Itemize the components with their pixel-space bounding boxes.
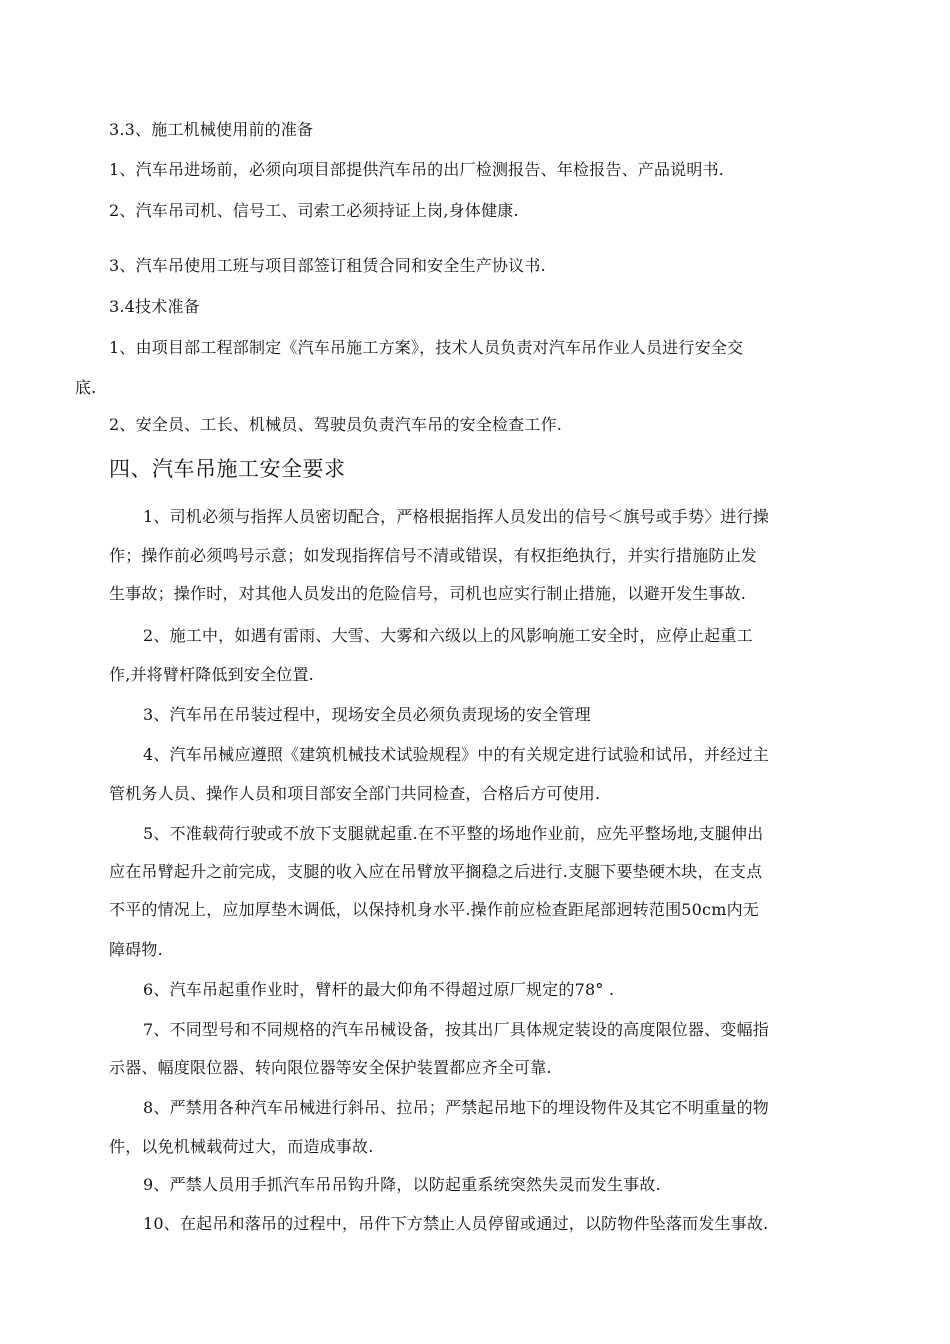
section-3-3-item-2: 2、汽车吊司机、信号工、司索工必须持证上岗,身体健康. bbox=[109, 201, 519, 220]
rule-7-line-1: 7、不同型号和不同规格的汽车吊械设备，按其出厂具体规定装设的高度限位器、变幅指 bbox=[143, 1020, 769, 1039]
rule-9-line-1: 9、严禁人员用手抓汽车吊吊钩升降，以防起重系统突然失灵而发生事故. bbox=[143, 1175, 661, 1194]
rule-8-line-2: 件，以免机械载荷过大，而造成事故. bbox=[109, 1137, 374, 1156]
rule-5-line-2: 应在吊臂起升之前完成，支腿的收入应在吊臂放平搁稳之后进行.支腿下要垫硬木块，在支点 bbox=[109, 862, 763, 881]
section-3-4-title: 3.4技术准备 bbox=[109, 297, 200, 316]
section-3-4-item-2: 2、安全员、工长、机械员、驾驶员负责汽车吊的安全检查工作. bbox=[109, 415, 563, 434]
rule-5-line-1: 5、不准载荷行驶或不放下支腿就起重.在不平整的场地作业前，应先平整场地,支腿伸出 bbox=[143, 824, 764, 843]
rule-1-line-1: 1、司机必须与指挥人员密切配合，严格根据指挥人员发出的信号＜旗号或手势〉进行操 bbox=[143, 507, 769, 526]
rule-10-line-1: 10、在起吊和落吊的过程中，吊件下方禁止人员停留或通过，以防物件坠落而发生事故. bbox=[143, 1214, 769, 1233]
rule-8-line-1: 8、严禁用各种汽车吊械进行斜吊、拉吊；严禁起吊地下的埋设物件及其它不明重量的物 bbox=[143, 1098, 769, 1117]
rule-4-line-1: 4、汽车吊械应遵照《建筑机械技术试验规程》中的有关规定进行试验和试吊，并经过主 bbox=[143, 745, 769, 764]
rule-4-line-2: 管机务人员、操作人员和项目部安全部门共同检查，合格后方可使用. bbox=[109, 784, 601, 803]
rule-6-line-1: 6、汽车吊起重作业时，臂杆的最大仰角不得超过原厂规定的78° . bbox=[143, 980, 615, 999]
section-3-3-item-3: 3、汽车吊使用工班与项目部签订租赁合同和安全生产协议书. bbox=[109, 256, 546, 275]
rule-3-line-1: 3、汽车吊在吊装过程中，现场安全员必须负责现场的安全管理 bbox=[143, 705, 591, 724]
rule-1-line-3: 生事故；操作时，对其他人员发出的危险信号，司机也应实行制止措施，以避开发生事故. bbox=[109, 584, 747, 603]
rule-2-line-2: 作,并将臂杆降低到安全位置. bbox=[109, 665, 314, 684]
rule-7-line-2: 示器、幅度限位器、转向限位器等安全保护装置都应齐全可靠. bbox=[109, 1058, 552, 1077]
rule-5-line-3: 不平的情况上，应加厚垫木调低，以保持机身水平.操作前应检查距尾部迥转范围50cm内无 bbox=[109, 900, 759, 919]
section-3-3-title: 3.3、施工机械使用前的准备 bbox=[109, 120, 314, 139]
section-3-4-item-1-line-1: 1、由项目部工程部制定《汽车吊施工方案》，技术人员负责对汽车吊作业人员进行安全交 bbox=[109, 338, 744, 357]
section-3-3-item-1: 1、汽车吊进场前，必须向项目部提供汽车吊的出厂检测报告、年检报告、产品说明书. bbox=[109, 160, 725, 179]
rule-2-line-1: 2、施工中，如遇有雷雨、大雪、大雾和六级以上的风影响施工安全时，应停止起重工 bbox=[143, 626, 753, 645]
rule-5-line-4: 障碍物. bbox=[109, 940, 163, 959]
rule-1-line-2: 作；操作前必须鸣号示意；如发现指挥信号不清或错误，有权拒绝执行，并实行措施防止发 bbox=[109, 546, 758, 565]
section-4-title: 四、汽车吊施工安全要求 bbox=[109, 457, 346, 481]
section-3-4-item-1-line-2: 底. bbox=[75, 378, 97, 397]
